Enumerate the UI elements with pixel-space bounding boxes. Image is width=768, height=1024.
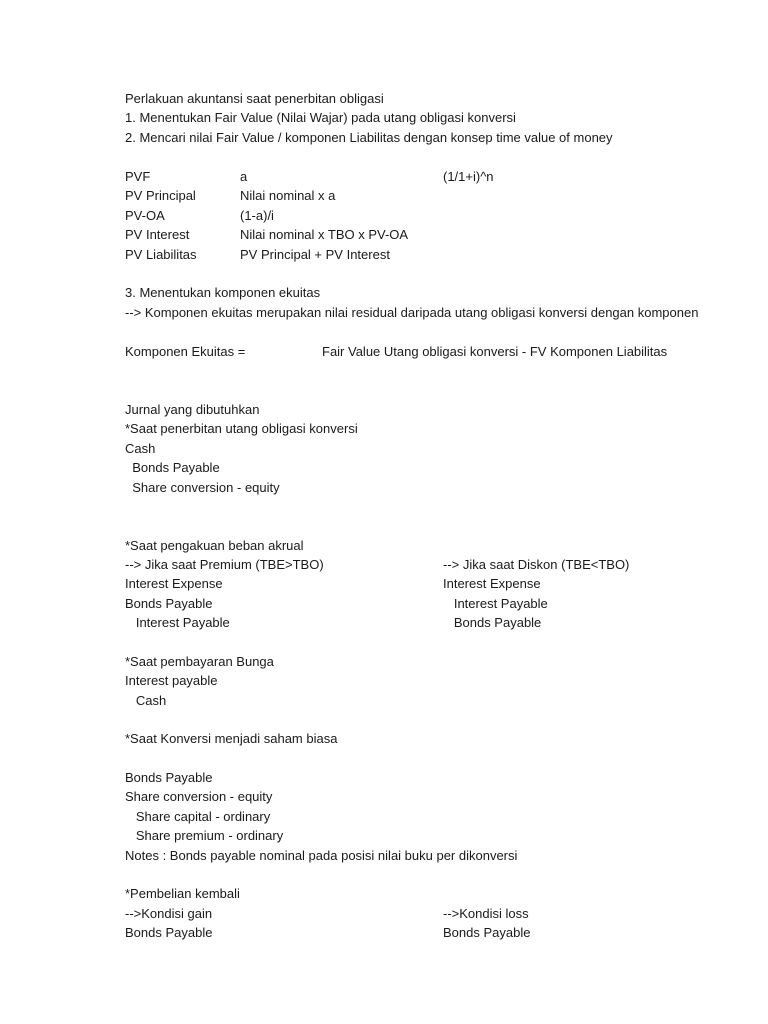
formula-value: PV Principal + PV Interest (240, 247, 390, 262)
discount-line: Interest Payable (443, 596, 548, 611)
premium-line: --> Jika saat Premium (TBE>TBO) (125, 557, 324, 572)
step-3: 3. Menentukan komponen ekuitas (125, 285, 321, 300)
conversion-title: *Saat Konversi menjadi saham biasa (125, 731, 338, 746)
step-3-note: --> Komponen ekuitas merupakan nilai residual daripada utang obligasi konversi dengan komponen (125, 305, 699, 320)
heading: Perlakuan akuntansi saat penerbitan obligasi (125, 91, 384, 106)
journal-line: Share conversion - equity (125, 480, 280, 495)
discount-line: Bonds Payable (443, 615, 542, 630)
equity-formula: Fair Value Utang obligasi konversi - FV Komponen Liabilitas (322, 344, 668, 359)
journal-line: Bonds Payable (125, 460, 220, 475)
formula-value: Nilai nominal x TBO x PV-OA (240, 227, 409, 242)
journal-title: Jurnal yang dibutuhkan (125, 402, 260, 417)
formula-label: PV-OA (125, 208, 165, 223)
formula-label: PV Principal (125, 188, 196, 203)
issuance-title: *Saat penerbitan utang obligasi konversi (125, 421, 358, 436)
conversion-line: Bonds Payable (125, 770, 213, 785)
accrual-title: *Saat pengakuan beban akrual (125, 538, 304, 553)
conversion-line: Share capital - ordinary (125, 809, 271, 824)
repurchase-title: *Pembelian kembali (125, 886, 240, 901)
formula-value: a (240, 169, 248, 184)
formula-label: PV Interest (125, 227, 190, 242)
payment-title: *Saat pembayaran Bunga (125, 654, 274, 669)
payment-line: Interest payable (125, 673, 218, 688)
conversion-line: Share conversion - equity (125, 789, 273, 804)
journal-line: Cash (125, 441, 156, 456)
formula-label: PV Liabilitas (125, 247, 197, 262)
premium-line: Interest Expense (125, 576, 223, 591)
formula-extra: (1/1+i)^n (443, 169, 494, 184)
gain-line: -->Kondisi gain (125, 906, 213, 921)
formula-label: PVF (125, 169, 151, 184)
loss-line: Bonds Payable (443, 925, 531, 940)
formula-value: (1-a)/i (240, 208, 274, 223)
premium-line: Bonds Payable (125, 596, 213, 611)
loss-line: -->Kondisi loss (443, 906, 529, 921)
step-2: 2. Mencari nilai Fair Value / komponen Liabilitas dengan konsep time value of money (125, 130, 613, 145)
conversion-notes: Notes : Bonds payable nominal pada posisi nilai buku per dikonversi (125, 848, 518, 863)
equity-label: Komponen Ekuitas = (125, 344, 246, 359)
premium-line: Interest Payable (125, 615, 230, 630)
discount-line: --> Jika saat Diskon (TBE<TBO) (443, 557, 630, 572)
payment-line: Cash (125, 693, 167, 708)
formula-value: Nilai nominal x a (240, 188, 336, 203)
gain-line: Bonds Payable (125, 925, 213, 940)
discount-line: Interest Expense (443, 576, 541, 591)
step-1: 1. Menentukan Fair Value (Nilai Wajar) pada utang obligasi konversi (125, 110, 516, 125)
conversion-line: Share premium - ordinary (125, 828, 284, 843)
